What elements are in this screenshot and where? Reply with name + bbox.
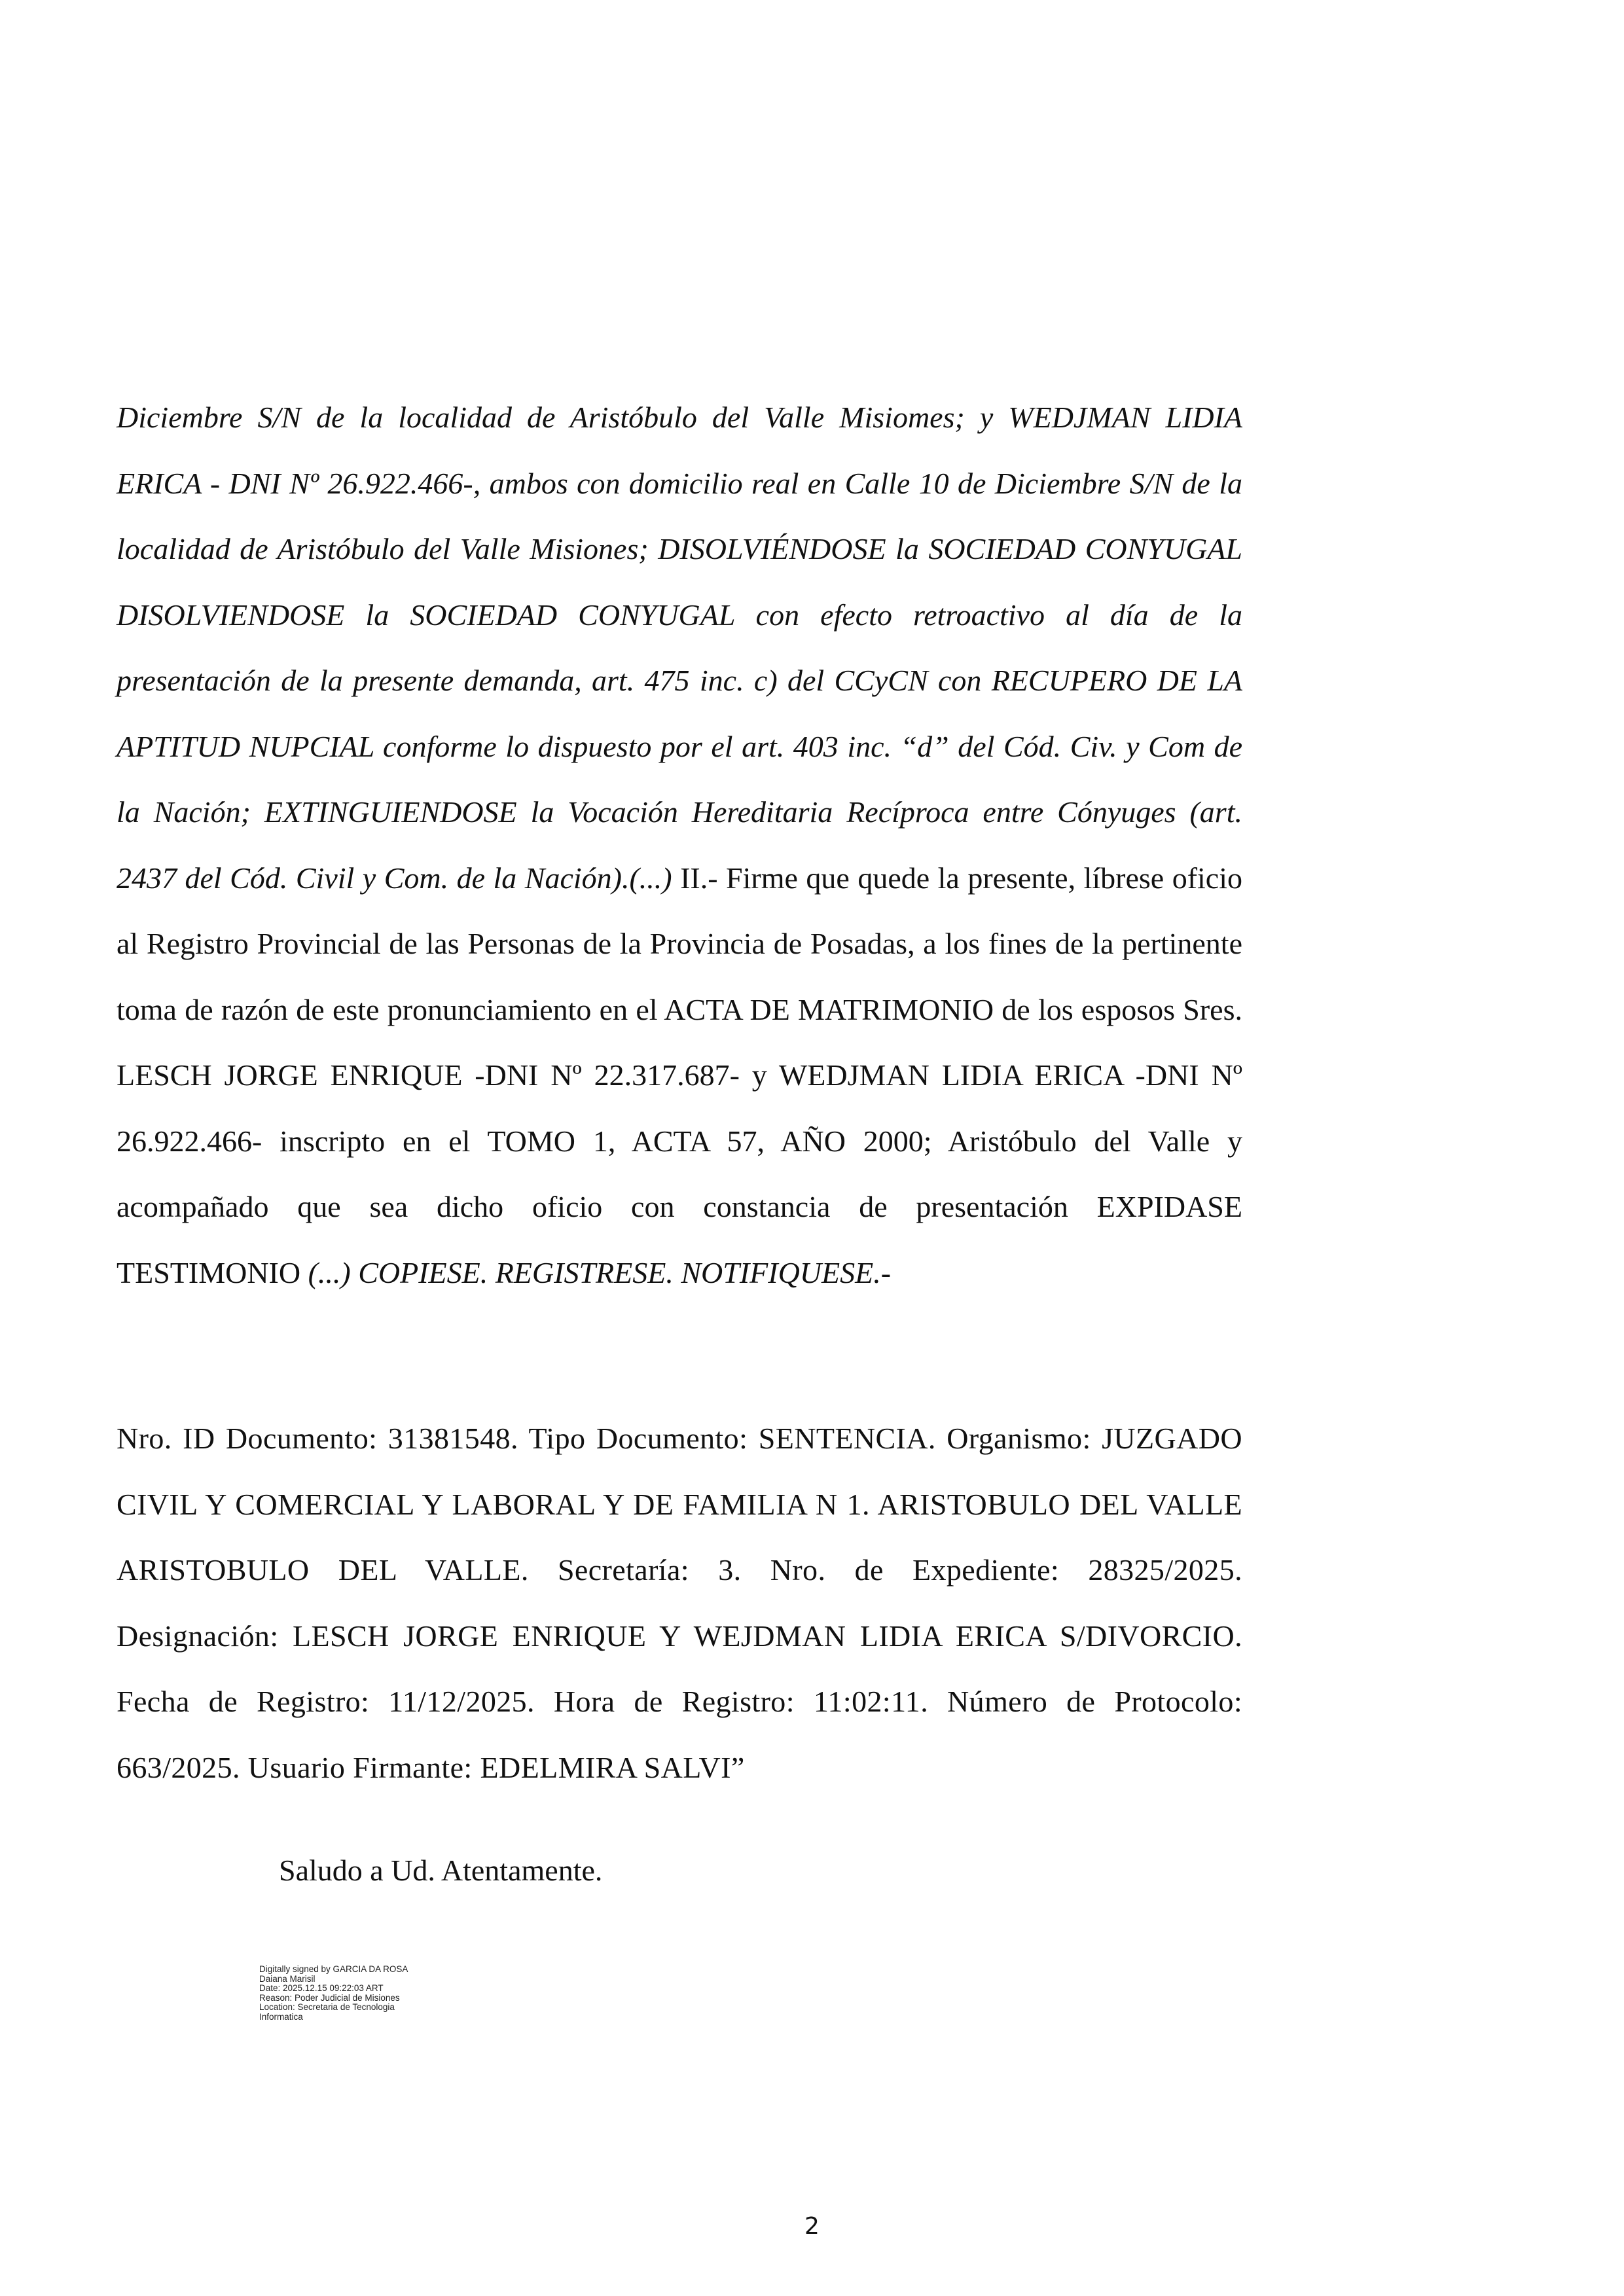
resolution-italic-text: Diciembre S/N de la localidad de Aristóbulo del Valle Misiomes; y WEDJMAN LIDIA ERICA - DNI Nº 26.922.466-, ambos con domicilio real en Calle 10 de Diciembre S/N de la localidad de Aristóbulo del Valle Misiones; DISOLVIÉNDOSE la SOCIEDAD CONYUGAL DISOLVIENDOSE la SOCIEDAD CONYUGAL con efecto retroactivo al día de la presentación de la presente demanda, art. 475 inc. c) del CCyCN con RECUPERO DE LA APTITUD NUPCIAL conforme lo dispuesto por el art. 403 inc. “d” del Cód. Civ. y Com de la Nación; EXTINGUIENDOSE la Vocación Hereditaria Recíproca entre Cónyuges (art. 2437 del Cód. Civil y Com. de la Nación).(...) <box>117 401 1242 895</box>
signature-line: Location: Secretaria de Tecnologia <box>259 2002 395 2012</box>
closing-salutation: Saludo a Ud. Atentamente. <box>279 1854 603 1887</box>
resolution-paragraph <box>117 385 1242 1306</box>
resolution-closing-italic: (...) COPIESE. REGISTRESE. NOTIFIQUESE. <box>308 1255 881 1289</box>
page-number: 2 <box>804 2213 820 2240</box>
signature-line: Digitally signed by GARCIA DA ROSA <box>259 1964 408 1974</box>
document-metadata-paragraph <box>117 1406 1242 1801</box>
resolution-order-text: II.- Firme que quede la presente, líbrese oficio al Registro Provincial de las Personas de la Provincia de Posadas, a los fines de la pertinente toma de razón de este pronunciamiento en el ACTA DE MATRIMONIO de los esposos Sres. LESCH JORGE ENRIQUE -DNI Nº 22.317.687- y WEDJMAN LIDIA ERICA -DNI Nº 26.922.466- inscripto en el TOMO 1, ACTA 57, AÑO 2000; Aristóbulo del Valle y acompañado que sea dicho oficio con constancia de presentación EXPIDASE TESTIMONIO <box>117 861 1242 1289</box>
signature-line: Reason: Poder Judicial de Misiones <box>259 1992 400 2003</box>
document-metadata-text: Nro. ID Documento: 31381548. Tipo Documento: SENTENCIA. Organismo: JUZGADO CIVIL Y COMERCIAL Y LABORAL Y DE FAMILIA N 1. ARISTOBULO DEL VALLE ARISTOBULO DEL VALLE. Secretaría: 3. Nro. de Expediente: 28325/2025. Designación: LESCH JORGE ENRIQUE Y WEJDMAN LIDIA ERICA S/DIVORCIO. Fecha de Registro: 11/12/2025. Hora de Registro: 11:02:11. Número de Protocolo: 663/2025. Usuario Firmante: EDELMIRA SALVI” <box>117 1422 1242 1784</box>
signature-line: Informatica <box>259 2011 303 2022</box>
signature-line: Daiana Marisil <box>259 1973 316 1984</box>
signature-line: Date: 2025.12.15 09:22:03 ART <box>259 1983 384 1993</box>
digital-signature-block <box>259 1965 469 2022</box>
resolution-closing-dash: - <box>880 1255 892 1289</box>
